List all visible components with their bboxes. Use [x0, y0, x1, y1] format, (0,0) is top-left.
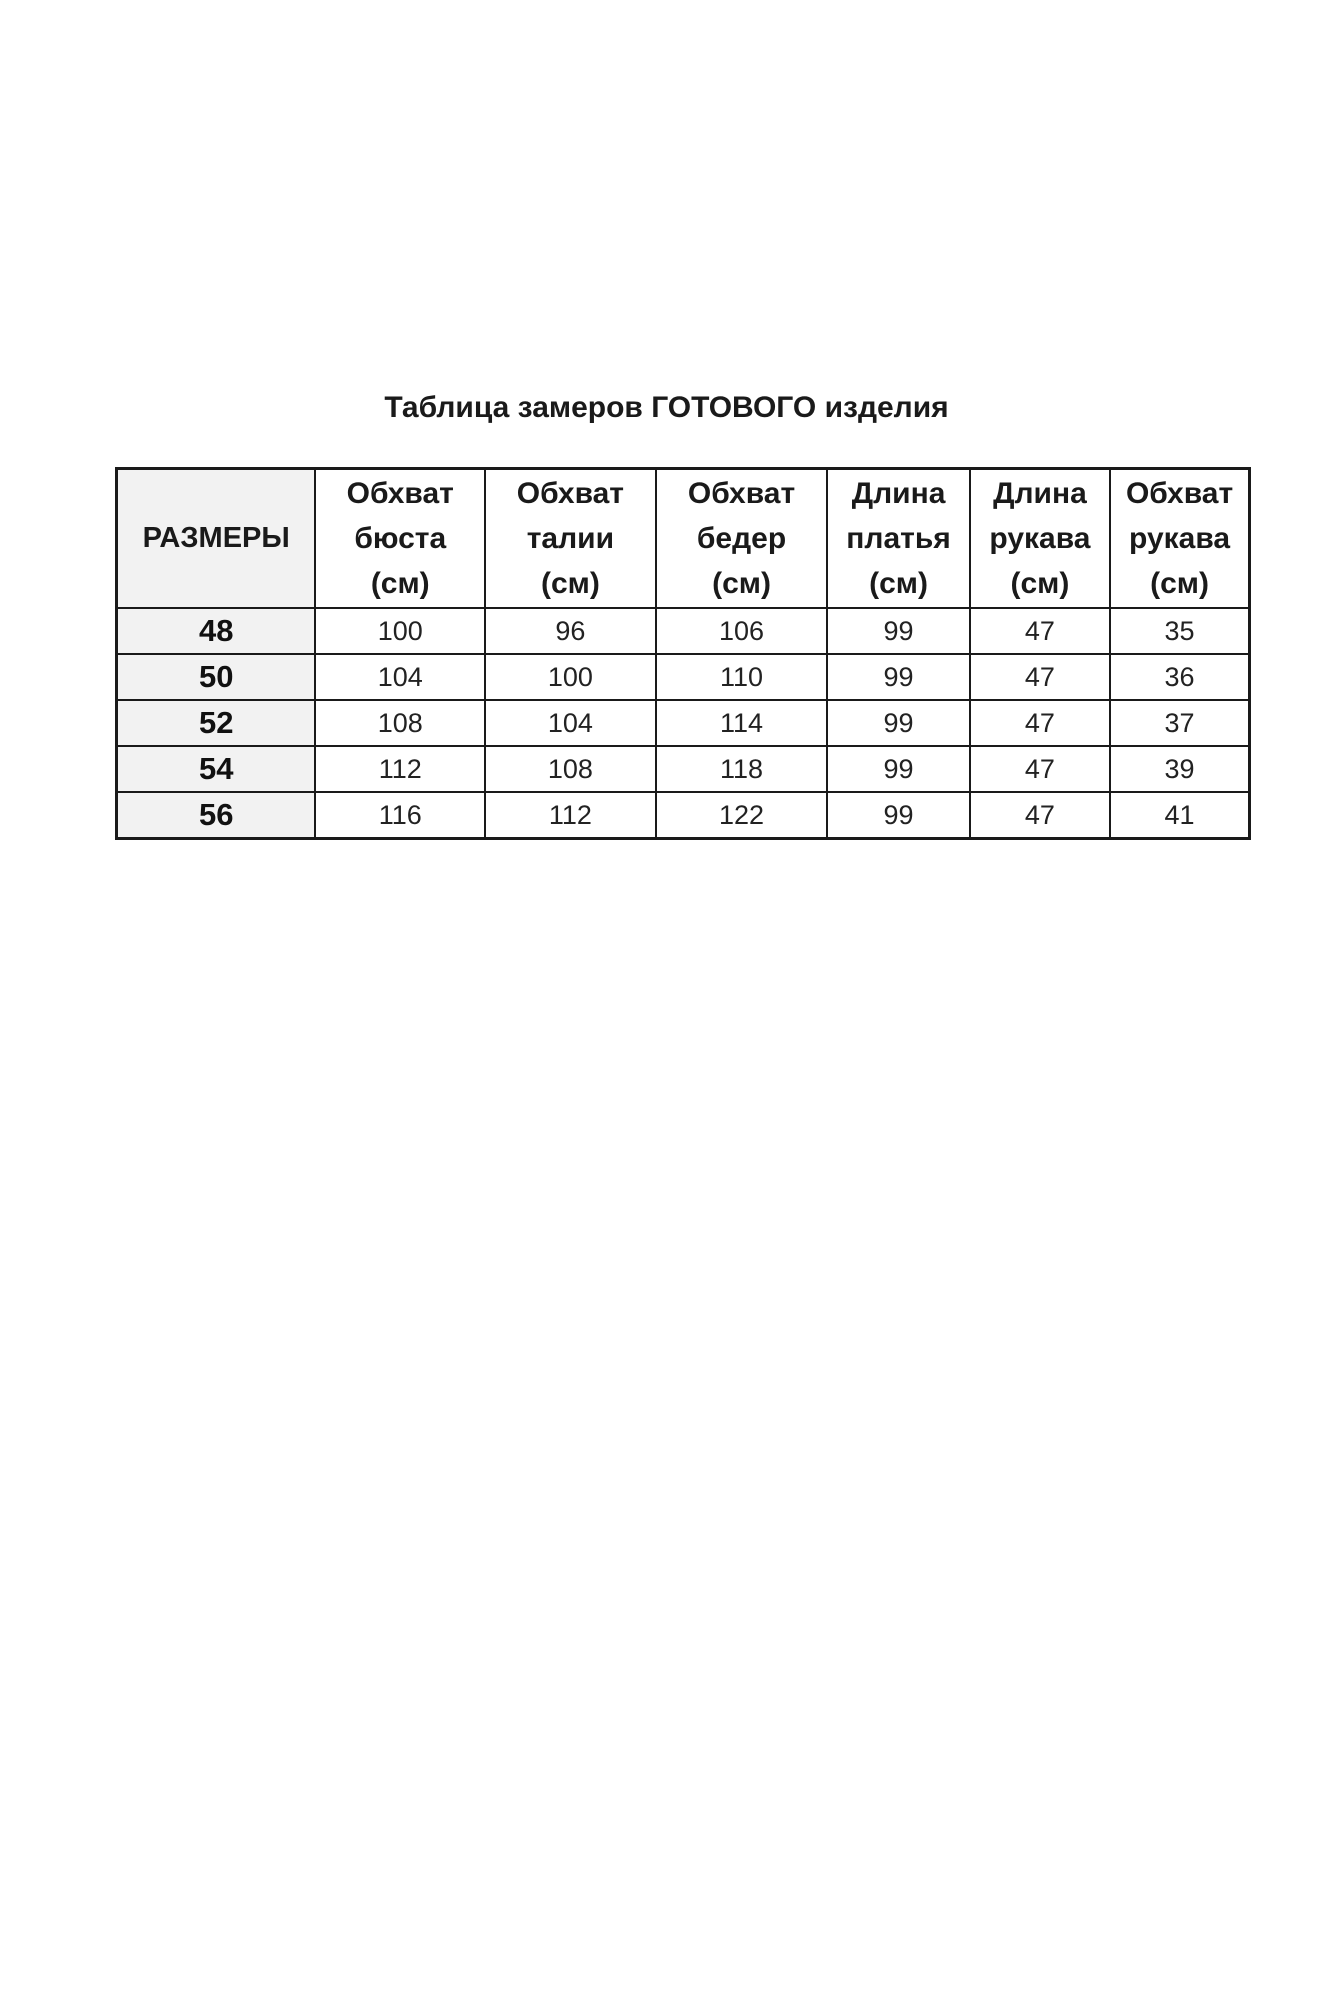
header-line: платья	[846, 522, 951, 555]
table-header	[117, 469, 1250, 609]
header-dress-length	[827, 469, 969, 609]
table-row	[117, 700, 1250, 746]
header-bust-girth	[315, 469, 485, 609]
header-hip-girth	[656, 469, 828, 609]
header-row	[117, 469, 1250, 609]
value-cell: 36	[1110, 654, 1249, 700]
value-cell: 122	[656, 792, 828, 839]
value-cell: 39	[1110, 746, 1249, 792]
header-line: Обхват	[1125, 477, 1234, 510]
header-line: (см)	[869, 567, 928, 600]
header-sizes: РАЗМЕРЫ	[117, 469, 316, 609]
table-body	[117, 608, 1250, 839]
header-line: Обхват	[516, 477, 624, 510]
value-cell: 47	[970, 608, 1110, 654]
value-cell: 47	[970, 792, 1110, 839]
header-line: (см)	[1150, 567, 1209, 600]
value-cell: 41	[1110, 792, 1249, 839]
page-title: Таблица замеров ГОТОВОГО изделия	[384, 391, 949, 424]
header-line: Длина	[993, 477, 1087, 510]
value-cell: 99	[827, 608, 969, 654]
header-line: рукава	[989, 522, 1091, 555]
value-cell: 99	[827, 654, 969, 700]
value-cell: 99	[827, 792, 969, 839]
table-row	[117, 792, 1250, 839]
value-cell: 112	[485, 792, 656, 839]
value-cell: 37	[1110, 700, 1249, 746]
value-cell: 96	[485, 608, 656, 654]
value-cell: 108	[485, 746, 656, 792]
value-cell: 108	[315, 700, 485, 746]
value-cell: 118	[656, 746, 828, 792]
header-sleeve-length	[970, 469, 1110, 609]
value-cell: 110	[656, 654, 828, 700]
size-cell: 54	[117, 746, 316, 792]
value-cell: 116	[315, 792, 485, 839]
header-sleeve-girth	[1110, 469, 1249, 609]
table-row	[117, 608, 1250, 654]
header-line: (см)	[712, 567, 771, 600]
size-table	[115, 467, 1251, 840]
header-line: (см)	[370, 567, 430, 600]
value-cell: 104	[485, 700, 656, 746]
header-line: Обхват	[346, 477, 454, 510]
value-cell: 99	[827, 746, 969, 792]
value-cell: 47	[970, 746, 1110, 792]
header-line: рукава	[1129, 522, 1231, 555]
header-line: бедер	[696, 522, 787, 555]
table-row	[117, 654, 1250, 700]
header-line: бюста	[354, 522, 447, 555]
value-cell: 99	[827, 700, 969, 746]
value-cell: 47	[970, 654, 1110, 700]
value-cell: 100	[485, 654, 656, 700]
table-row	[117, 746, 1250, 792]
size-cell: 48	[117, 608, 316, 654]
header-line: (см)	[1010, 567, 1070, 600]
size-cell: 50	[117, 654, 316, 700]
header-waist-girth	[485, 469, 656, 609]
size-cell: 52	[117, 700, 316, 746]
size-cell: 56	[117, 792, 316, 839]
header-line: талии	[526, 522, 615, 555]
value-cell: 100	[315, 608, 485, 654]
value-cell: 35	[1110, 608, 1249, 654]
value-cell: 114	[656, 700, 828, 746]
value-cell: 47	[970, 700, 1110, 746]
value-cell: 112	[315, 746, 485, 792]
header-line: (см)	[540, 567, 600, 600]
header-line: Длина	[851, 477, 946, 510]
value-cell: 104	[315, 654, 485, 700]
value-cell: 106	[656, 608, 828, 654]
header-line: Обхват	[687, 477, 796, 510]
